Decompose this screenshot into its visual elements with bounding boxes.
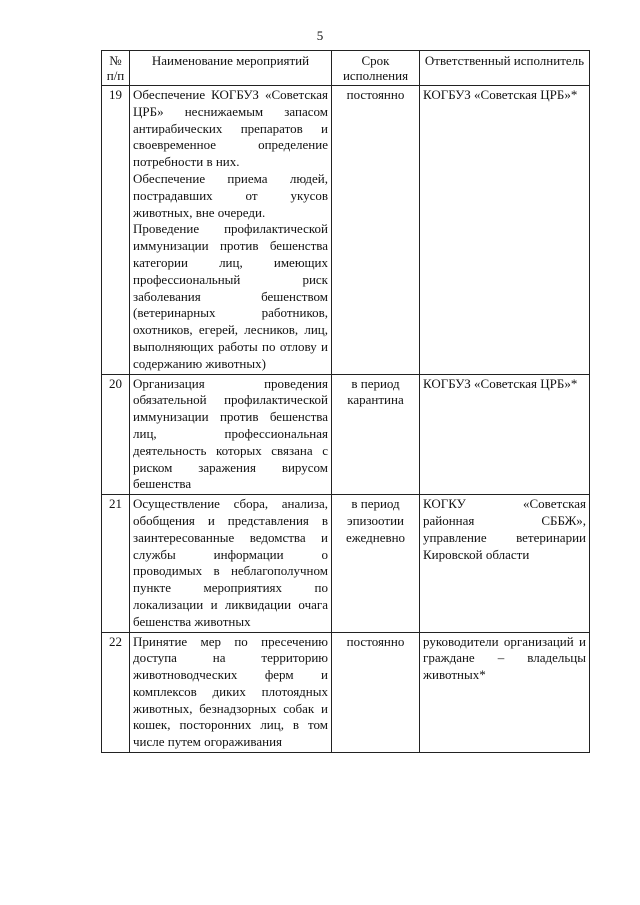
row-description — [130, 495, 332, 632]
row-description — [130, 374, 332, 495]
description-paragraph: Проведение профилактической иммунизации против бешенства категории лиц, имеющих профессиональный риск заболевания бешенством (ветеринарных работников, охотников, егерей, лесников, лиц, выполняющих работы по отлову и содержанию животных) — [133, 221, 328, 371]
row-responsible: КОГКУ «Советская районная СББЖ», управление ветеринарии Кировской области — [420, 495, 590, 632]
table-header-row — [102, 51, 590, 86]
table-row — [102, 495, 590, 632]
row-number: 19 — [102, 86, 130, 375]
row-responsible: руководители организаций и граждане – владельцы животных* — [420, 632, 590, 753]
row-number: 21 — [102, 495, 130, 632]
row-description — [130, 632, 332, 753]
header-num: № п/п — [102, 51, 130, 86]
header-name: Наименование мероприятий — [130, 51, 332, 86]
table-row — [102, 86, 590, 375]
row-number: 20 — [102, 374, 130, 495]
row-responsible: КОГБУЗ «Советская ЦРБ»* — [420, 374, 590, 495]
row-responsible: КОГБУЗ «Советская ЦРБ»* — [420, 86, 590, 375]
row-number: 22 — [102, 632, 130, 753]
row-term: постоянно — [332, 86, 420, 375]
description-paragraph: Обеспечение приема людей, пострадавших от укусов животных, вне очереди. — [133, 170, 328, 220]
header-responsible: Ответственный исполнитель — [420, 51, 590, 86]
description-paragraph: Обеспечение КОГБУЗ «Советская ЦРБ» неснижаемым запасом антирабических препаратов и своевременное определение потребности в них. — [133, 87, 328, 170]
row-term: в период эпизоотии ежедневно — [332, 495, 420, 632]
table-row — [102, 632, 590, 753]
description-paragraph: Принятие мер по пресечению доступа на территорию животноводческих ферм и комплексов диких плотоядных животных, безнадзорных собак и кошек, посторонних лиц, в том числе путем огораживания — [133, 633, 328, 750]
description-paragraph: Осуществление сбора, анализа, обобщения и представления в заинтересованные ведомства и службы информации о проводимых в неблагополучном пункте мероприятиях по локализации и ликвидации очага бешенства животных — [133, 496, 328, 629]
header-term: Срок исполнения — [332, 51, 420, 86]
description-paragraph: Организация проведения обязательной профилактической иммунизации против бешенства лиц, профессиональная деятельность которых связана с риском заражения вирусом бешенства — [133, 375, 328, 492]
page-number: 5 — [316, 28, 324, 43]
measures-table — [101, 50, 590, 753]
table-row — [102, 374, 590, 495]
row-description — [130, 86, 332, 375]
row-term: в период карантина — [332, 374, 420, 495]
row-term: постоянно — [332, 632, 420, 753]
